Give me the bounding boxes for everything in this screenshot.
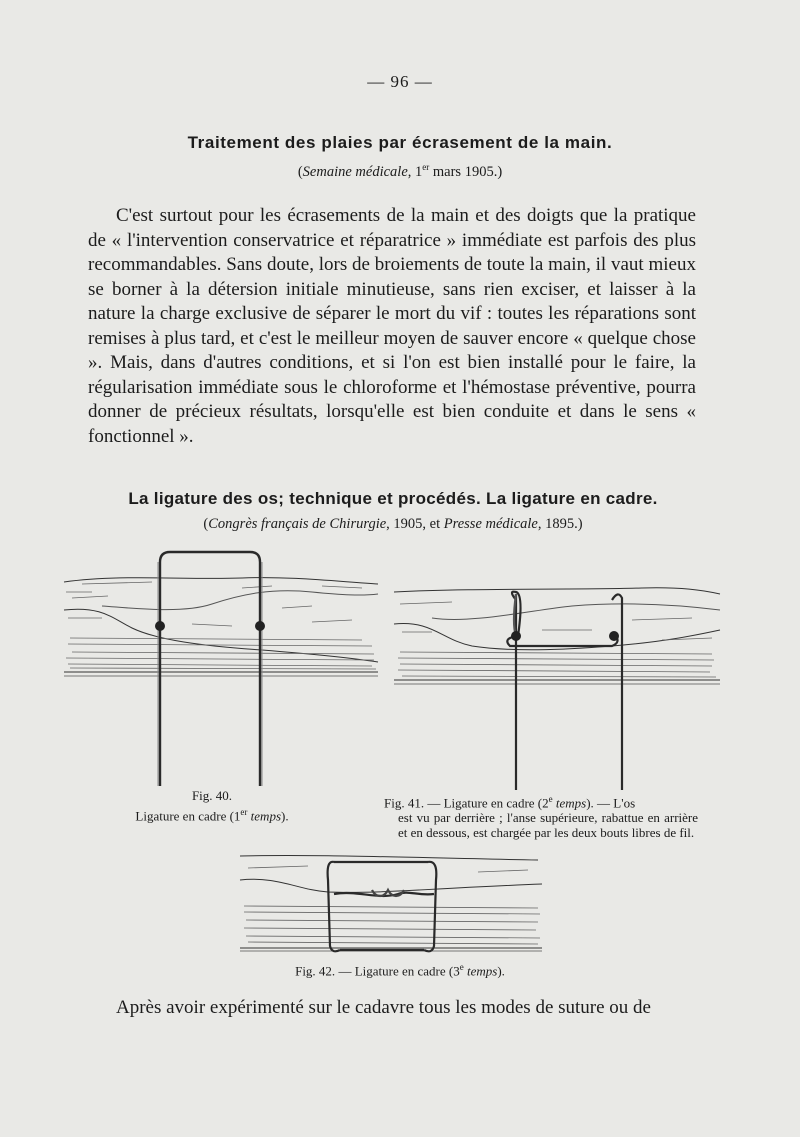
figure-41-caption: Fig. 41. — Ligature en cadre (2e temps). — L'os est vu par derrière ; l'anse supérieure, rabattue en arrière et en dessous, est chargée par les deux bouts libres de fil. xyxy=(384,794,698,841)
figure-42-illustration xyxy=(238,850,548,955)
figure-42-caption: Fig. 42. — Ligature en cadre (3e temps). xyxy=(295,962,505,979)
section-source-ligature: (Congrès français de Chirurgie, 1905, et Presse médicale, 1895.) xyxy=(203,516,583,532)
source-journal: Semaine médicale xyxy=(302,163,408,180)
closing-paragraph: Après avoir expérimenté sur le cadavre tous les modes de suture ou de xyxy=(116,997,651,1018)
paragraph-plaies: C'est surtout pour les écrasements de la main et des doigts que la pratique de « l'intervention conservatrice et réparatrice » immédiate est parfois des plus recommandables. Sans doute, lors de broiements de toute la main, il vaut mieux se borner à la détersion initiale minutieuse, sans rien exciser, et laisser à la nature la charge exclusive de séparer le mort du vif : toutes les réparations sont remises à plus tard, et c'est le meilleur moyen de sauver encore « quelque chose ». Mais, dans d'autres conditions, et si l'on est bien installé pour le faire, la régularisation immédiate sous le chloroforme et l'hémostase préventive, pourra donner de précieux résultats, lorsqu'elle est bien conduite et dans le sens « fonctionnel ». xyxy=(88,205,696,447)
page-number: — 96 — xyxy=(367,72,433,91)
bone-drawing xyxy=(64,578,378,676)
wire-loop xyxy=(160,552,260,786)
drill-hole-right xyxy=(609,631,619,641)
wire-loop xyxy=(507,592,622,790)
figure-41-illustration xyxy=(392,580,722,790)
figure-40-caption: Fig. 40. Ligature en cadre (1er temps). xyxy=(135,788,289,824)
drill-hole-left xyxy=(511,631,521,641)
section-title-ligature: La ligature des os; technique et procédés. La ligature en cadre. xyxy=(128,489,658,508)
section-title-plaies: Traitement des plaies par écrasement de la main. xyxy=(187,133,613,152)
drill-hole-right xyxy=(255,621,265,631)
drill-hole-left xyxy=(155,621,165,631)
section-source-plaies: (Semaine médicale, 1er mars 1905.) xyxy=(297,162,503,180)
figure-40-illustration xyxy=(62,548,380,788)
